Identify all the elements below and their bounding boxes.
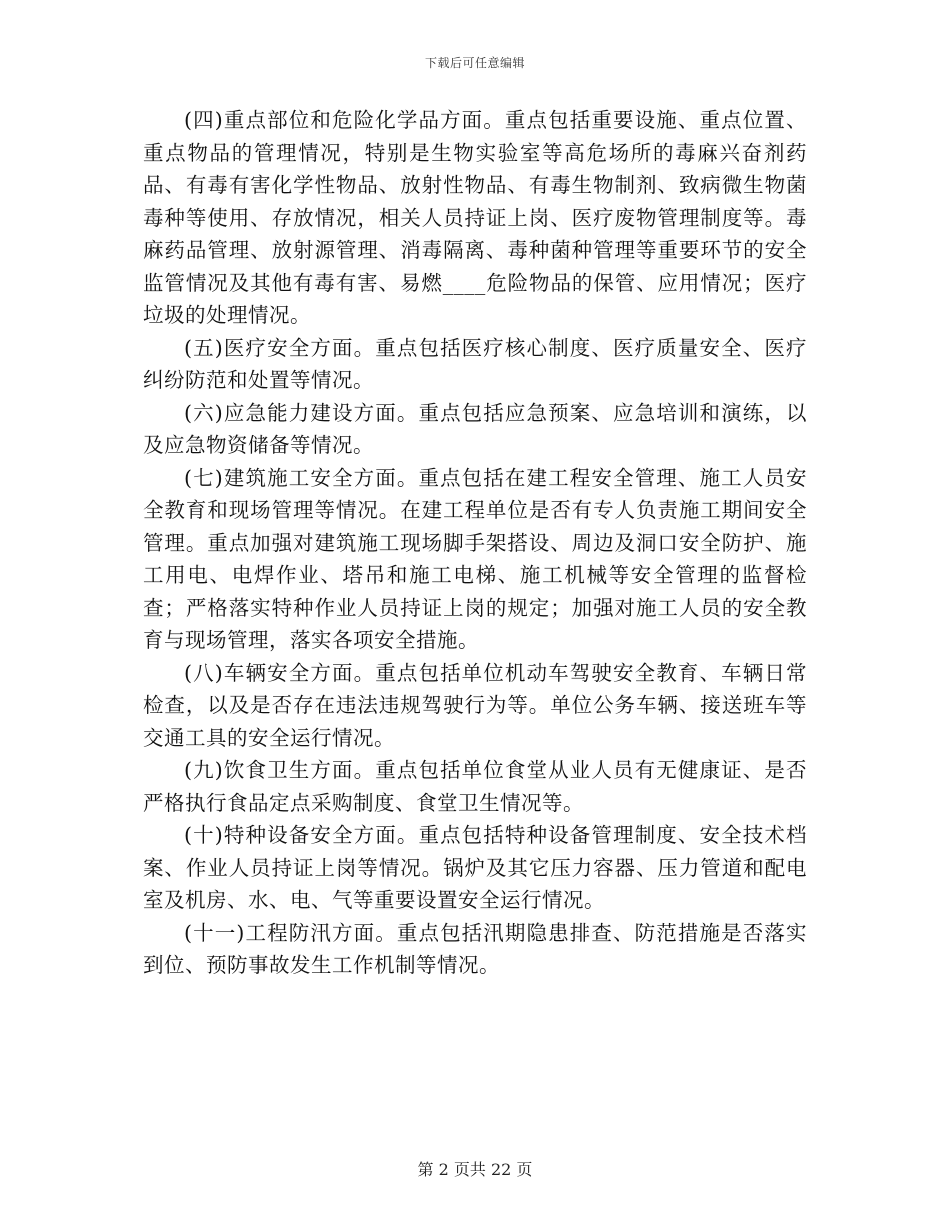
paragraph-5-medical-safety: (五)医疗安全方面。重点包括医疗核心制度、医疗质量安全、医疗纠纷防范和处置等情况。 — [143, 335, 807, 392]
paragraph-9-food-hygiene: (九)饮食卫生方面。重点包括单位食堂从业人员有无健康证、是否严格执行食品定点采购制度、食堂卫生情况等。 — [143, 758, 807, 815]
paragraph-6-emergency-capacity: (六)应急能力建设方面。重点包括应急预案、应急培训和演练，以及应急物资储备等情况。 — [143, 400, 807, 457]
page-header: 下载后可任意编辑 — [424, 56, 525, 70]
paragraph-4-hazardous-chemicals: (四)重点部位和危险化学品方面。重点包括重要设施、重点位置、重点物品的管理情况，特别是生物实验室等高危场所的毒麻兴奋剂药品、有毒有害化学性物品、放射性物品、有毒生物制剂、致病微生物菌毒种等使用、存放情况，相关人员持证上岗、医疗废物管理制度等。毒麻药品管理、放射源管理、消毒隔离、毒种菌种管理等重要环节的安全监管情况及其他有毒有害、易燃____危险物品的保管、应用情况；医疗垃圾的处理情况。 — [143, 108, 807, 327]
paragraph-10-special-equipment: (十)特种设备安全方面。重点包括特种设备管理制度、安全技术档案、作业人员持证上岗等情况。锅炉及其它压力容器、压力管道和配电室及机房、水、电、气等重要设置安全运行情况。 — [143, 823, 807, 912]
document-body — [143, 104, 807, 982]
page-number-footer: 第 2 页共 22 页 — [417, 1160, 533, 1179]
paragraph-11-flood-control: (十一)工程防汛方面。重点包括汛期隐患排查、防范措施是否落实到位、预防事故发生工作机制等情况。 — [143, 920, 807, 977]
paragraph-8-vehicle-safety: (八)车辆安全方面。重点包括单位机动车驾驶安全教育、车辆日常检查，以及是否存在违法违规驾驶行为等。单位公务车辆、接送班车等交通工具的安全运行情况。 — [143, 660, 807, 750]
paragraph-7-construction-safety: (七)建筑施工安全方面。重点包括在建工程安全管理、施工人员安全教育和现场管理等情况。在建工程单位是否有专人负责施工期间安全管理。重点加强对建筑施工现场脚手架搭设、周边及洞口安全防护、施工用电、电焊作业、塔吊和施工电梯、施工机械等安全管理的监督检查；严格落实特种作业人员持证上岗的规定；加强对施工人员的安全教育与现场管理，落实各项安全措施。 — [143, 465, 807, 652]
